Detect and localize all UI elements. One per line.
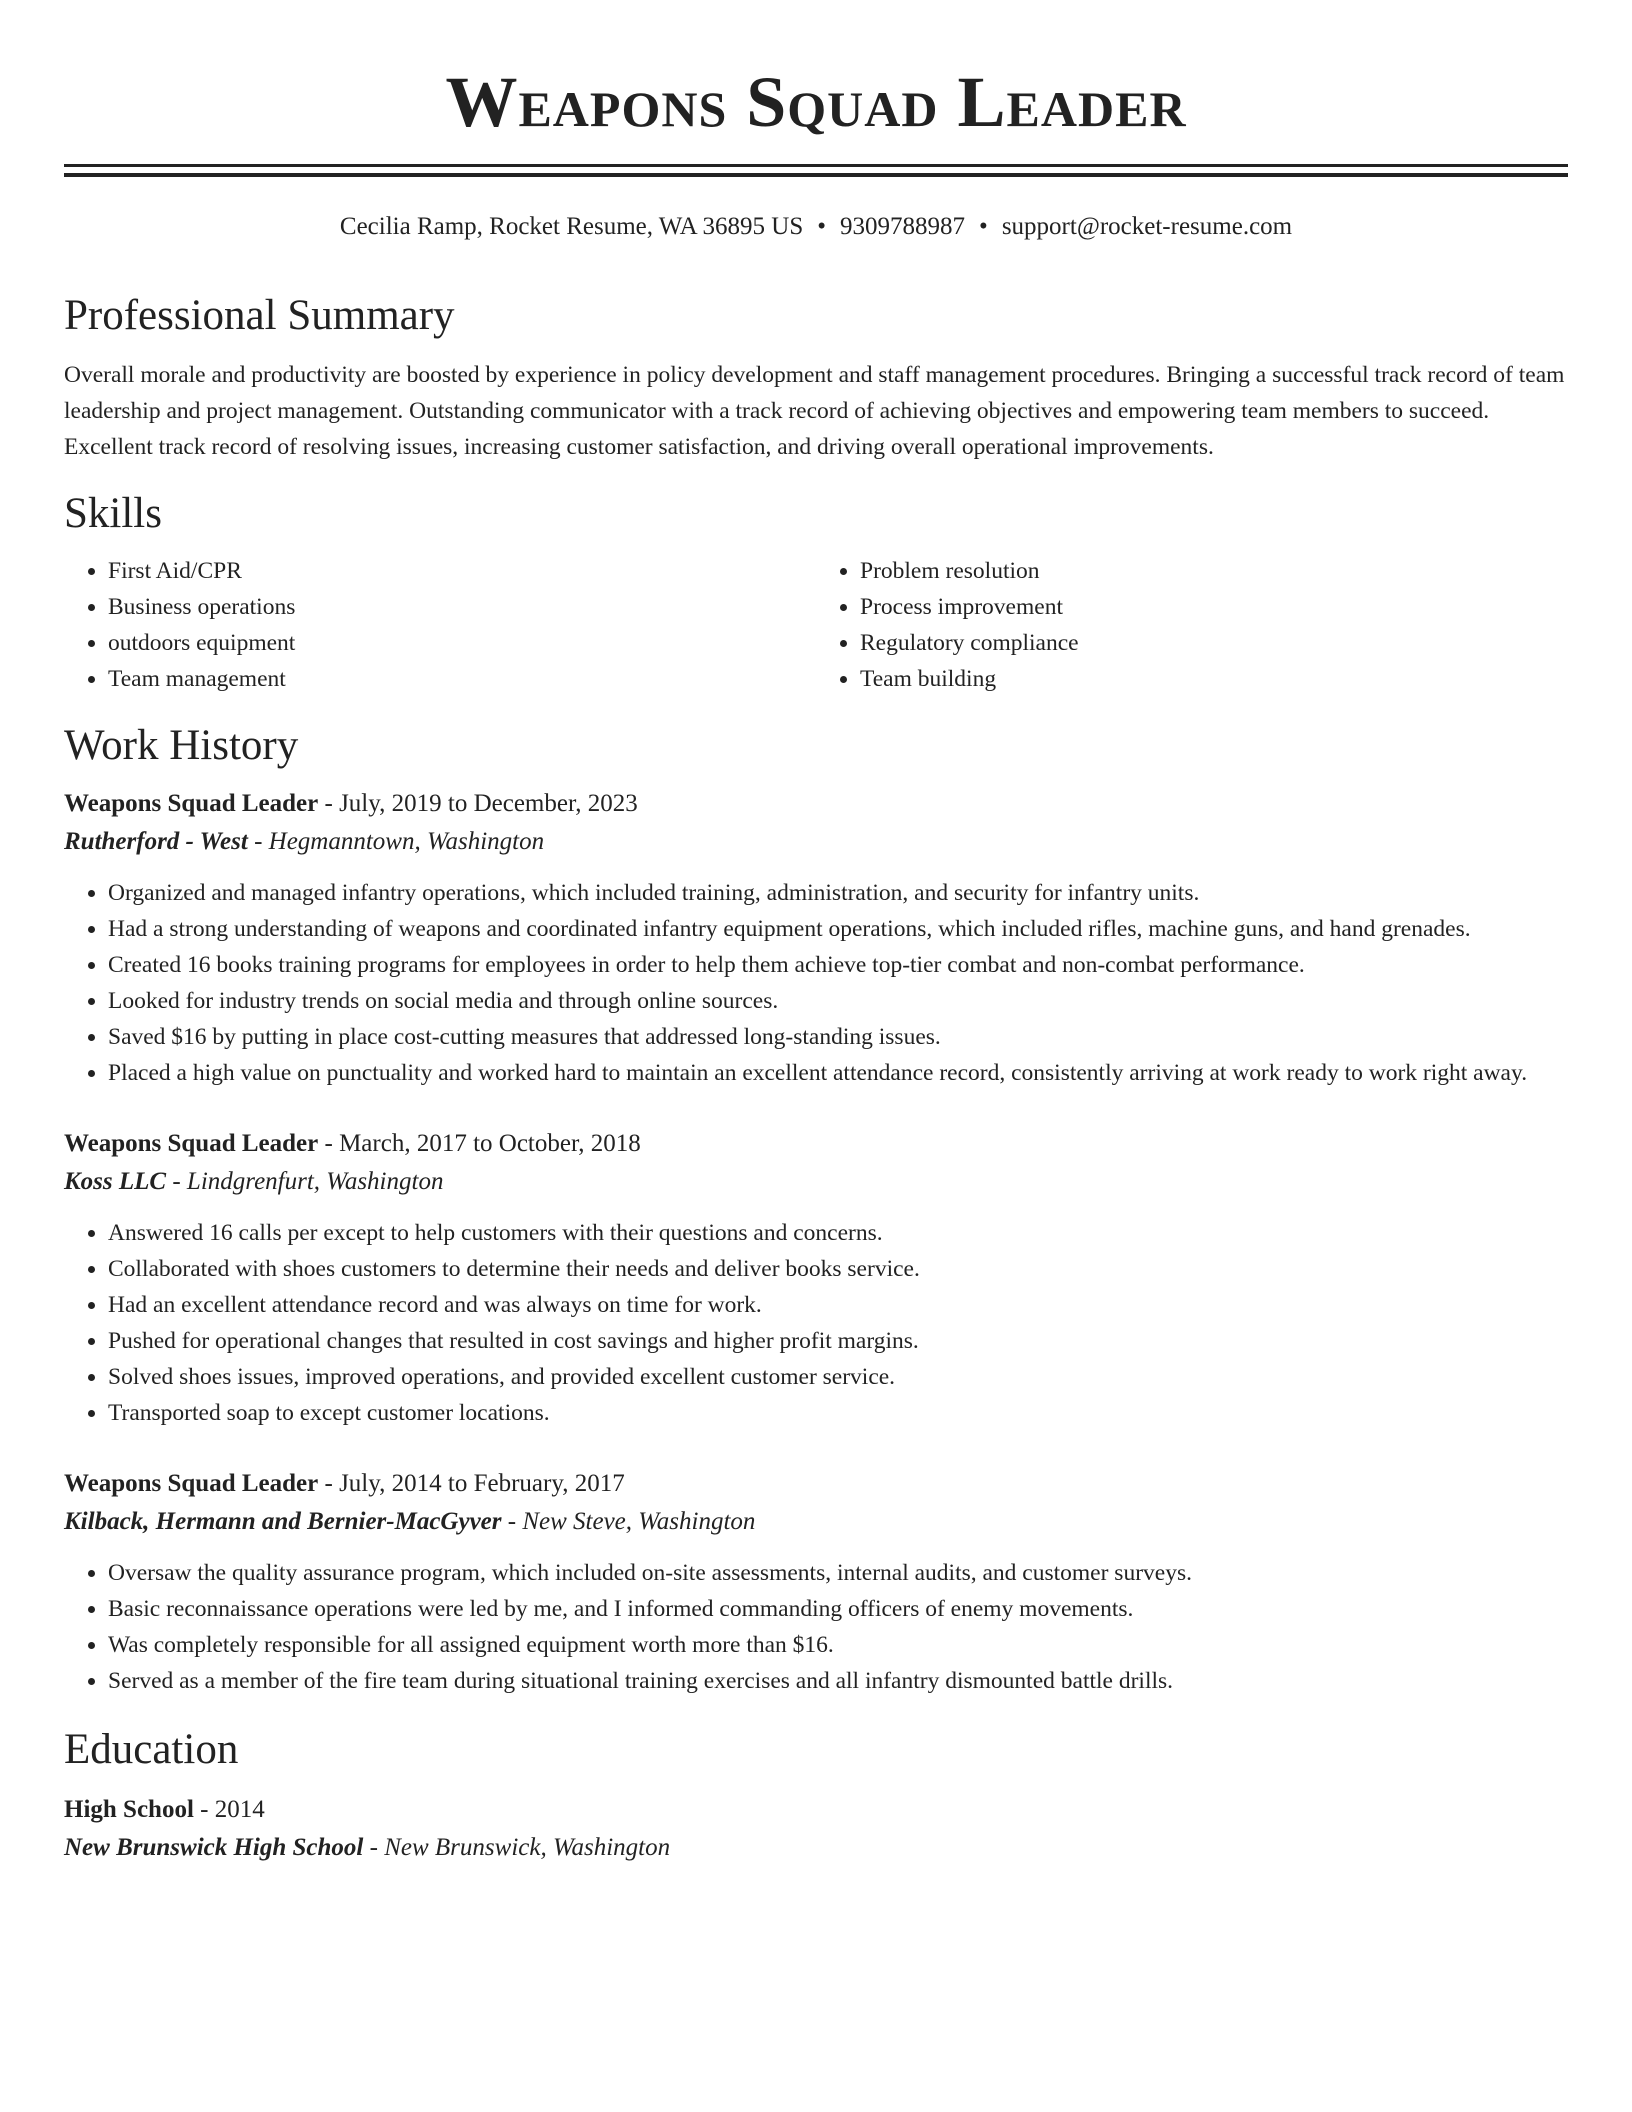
skill-item: • Team management <box>108 661 816 697</box>
job-bullets <box>64 875 1568 1091</box>
skills-column-left <box>64 553 816 697</box>
employer-line <box>64 1163 1568 1201</box>
job-entry <box>64 785 1568 1091</box>
education-entry <box>64 1791 1568 1867</box>
job-bullets <box>64 1215 1568 1431</box>
skills-heading: Skills <box>64 490 162 537</box>
job-title-line <box>64 1465 1568 1503</box>
job-bullet: • Solved shoes issues, improved operations, and provided excellent customer service. <box>108 1359 1568 1395</box>
skill-item: • Process improvement <box>860 589 1568 625</box>
resume-title: Weapons Squad Leader <box>445 62 1187 142</box>
job-bullet: • Saved $16 by putting in place cost-cutting measures that addressed long-standing issues. <box>108 1019 1568 1055</box>
job-title: Weapons Squad Leader <box>64 1470 319 1497</box>
skill-item: • Business operations <box>108 589 816 625</box>
job-bullet: • Basic reconnaissance operations were led by me, and I informed commanding officers of enemy movements. <box>108 1591 1568 1627</box>
job-entry <box>64 1125 1568 1431</box>
job-title-line <box>64 785 1568 823</box>
skill-item: • outdoors equipment <box>108 625 816 661</box>
school-name: New Brunswick High School <box>64 1834 364 1861</box>
resume-page <box>64 0 1568 1867</box>
summary-text: Overall morale and productivity are boosted by experience in policy development and staff management procedures. Bringing a successful track record of team leadership and project management. Outstanding communicator with a track record of achieving objectives and empowering team members to succeed. Excellent track record of resolving issues, increasing customer satisfaction, and driving overall operational improvements. <box>64 362 1565 460</box>
job-bullet: • Looked for industry trends on social media and through online sources. <box>108 983 1568 1019</box>
job-bullet: • Served as a member of the fire team during situational training exercises and all infantry dismounted battle drills. <box>108 1663 1568 1699</box>
job-bullet: • Collaborated with shoes customers to determine their needs and deliver books service. <box>108 1251 1568 1287</box>
employer-name: Kilback, Hermann and Bernier-MacGyver <box>64 1508 502 1535</box>
job-dates: - March, 2017 to October, 2018 <box>318 1130 641 1157</box>
employer-name: Rutherford - West <box>64 828 248 855</box>
graduation-year: - 2014 <box>193 1796 265 1823</box>
job-title-line <box>64 1125 1568 1163</box>
title-rule-bottom <box>64 173 1568 177</box>
job-dates: - July, 2014 to February, 2017 <box>318 1470 625 1497</box>
employer-name: Koss LLC <box>64 1168 167 1195</box>
contact-separator: • <box>979 213 988 240</box>
job-title: Weapons Squad Leader <box>64 1130 319 1157</box>
job-bullet: • Had an excellent attendance record and was always on time for work. <box>108 1287 1568 1323</box>
title-rule-top <box>64 164 1568 167</box>
degree: High School <box>64 1796 194 1823</box>
employer-line <box>64 823 1568 861</box>
contact-email[interactable]: support@rocket-resume.com <box>1001 213 1293 240</box>
summary-heading: Professional Summary <box>64 292 455 339</box>
job-bullet: • Oversaw the quality assurance program, which included on-site assessments, internal audits, and customer surveys. <box>108 1555 1568 1591</box>
skill-item: • Regulatory compliance <box>860 625 1568 661</box>
job-dates: - July, 2019 to December, 2023 <box>318 790 638 817</box>
contact-address: Cecilia Ramp, Rocket Resume, WA 36895 US <box>339 213 804 240</box>
job-bullet: • Transported soap to except customer locations. <box>108 1395 1568 1431</box>
job-bullet: • Pushed for operational changes that resulted in cost savings and higher profit margins. <box>108 1323 1568 1359</box>
employer-location: - Lindgrenfurt, Washington <box>166 1168 444 1195</box>
job-bullet: • Organized and managed infantry operations, which included training, administration, and security for infantry units. <box>108 875 1568 911</box>
job-bullets <box>64 1555 1568 1699</box>
job-title: Weapons Squad Leader <box>64 790 319 817</box>
education-heading: Education <box>64 1726 239 1773</box>
skill-item: • Problem resolution <box>860 553 1568 589</box>
employer-line <box>64 1503 1568 1541</box>
skill-item: • First Aid/CPR <box>108 553 816 589</box>
school-location: - New Brunswick, Washington <box>363 1834 671 1861</box>
employer-location: - New Steve, Washington <box>501 1508 756 1535</box>
skills-list <box>64 553 1568 697</box>
employer-location: - Hegmanntown, Washington <box>247 828 545 855</box>
job-entry <box>64 1465 1568 1699</box>
contact-phone: 9309788987 <box>840 213 966 240</box>
school-line <box>64 1829 1568 1867</box>
job-bullet: • Answered 16 calls per except to help customers with their questions and concerns. <box>108 1215 1568 1251</box>
work-history-heading: Work History <box>64 722 299 769</box>
contact-line <box>64 211 1568 243</box>
skill-item: • Team building <box>860 661 1568 697</box>
job-bullet: • Created 16 books training programs for employees in order to help them achieve top-tier combat and non-combat performance. <box>108 947 1568 983</box>
job-bullet: • Had a strong understanding of weapons and coordinated infantry equipment operations, which included rifles, machine guns, and hand grenades. <box>108 911 1568 947</box>
job-bullet: • Was completely responsible for all assigned equipment worth more than $16. <box>108 1627 1568 1663</box>
degree-line <box>64 1791 1568 1829</box>
job-bullet: • Placed a high value on punctuality and worked hard to maintain an excellent attendance record, consistently arriving at work ready to work right away. <box>108 1055 1568 1091</box>
skills-column-right <box>816 553 1568 697</box>
contact-separator: • <box>817 213 827 240</box>
